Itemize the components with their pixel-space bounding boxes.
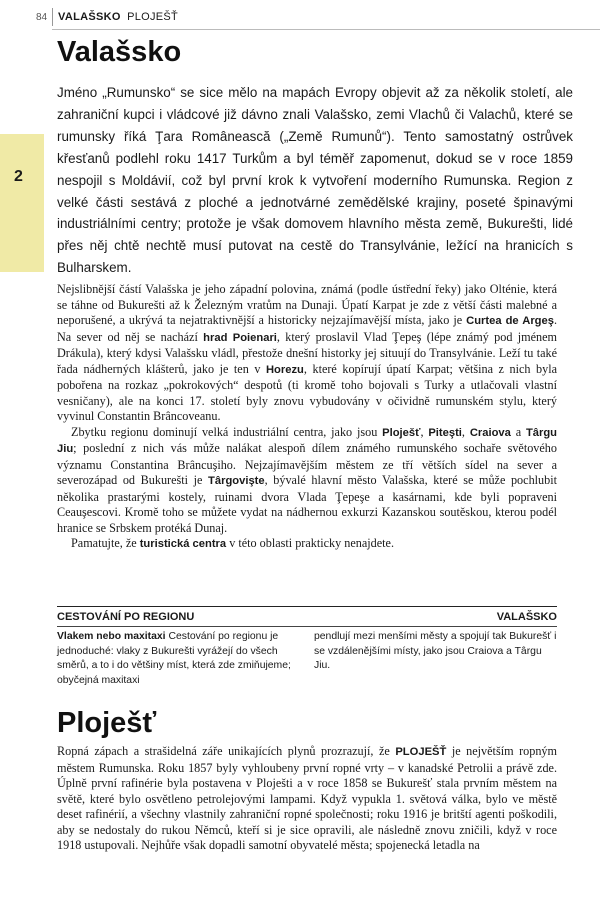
highlight-targu-jiu: Târgu Jiu	[57, 426, 558, 455]
travel-box-region: VALAŠSKO	[496, 611, 557, 623]
travel-box-column-1: Vlakem nebo maxitaxi Cestování po regionu je jednoduché: vlaky z Bukurešti vyrážejí do všech směrů, a to i do většiny míst, která zde zmiňujeme; obyčejná maxitaxi	[57, 631, 291, 686]
body-text-plojest	[57, 744, 557, 854]
chapter-number: 2	[14, 168, 23, 185]
travel-box-columns	[57, 627, 557, 688]
running-head-region: VALAŠSKO	[58, 11, 121, 23]
highlight-plojest: Ploješť	[382, 426, 421, 439]
chapter-tab	[0, 134, 44, 272]
travel-box-column-2: pendlují mezi menšími městy a spojují tak Bukurešť i se vzdálenějšími místy, jako jsou Craiova a Târgu Jiu.	[314, 631, 557, 672]
header-divider	[52, 8, 53, 26]
page-number: 84	[36, 12, 48, 23]
running-head	[58, 11, 178, 23]
highlight-horezu: Horezu	[265, 363, 304, 376]
running-head-town: PLOJEŠŤ	[127, 11, 179, 23]
paragraph: Pamatujte, že turistická centra v této oblasti prakticky nenajdete.	[71, 536, 395, 550]
section-title-valassko: Valašsko	[57, 36, 182, 68]
travel-box	[57, 606, 557, 688]
highlight-pitesti: Piteşti	[428, 426, 462, 439]
highlight-targoviste: Târgovişte	[208, 475, 265, 487]
travel-box-lead: Vlakem nebo maxitaxi	[57, 631, 166, 642]
highlight-curtea-de-arges: Curtea de Argeş	[466, 315, 554, 327]
header-rule	[52, 29, 600, 30]
highlight-hrad-poienari: hrad Poienari	[203, 331, 277, 344]
paragraph: Zbytku regionu dominují velká industriální centra, jako jsou Ploješť, Piteşti, Craiova a Târgu Jiu; poslední z nich vás může nalákat alespoň dílem známého rumunského sochaře světového významu Constantina Brâncuşiho. Nejzajímavějším městem ze tří větších sídel na sever a severozápad od Bukurešti je Târgovişte, bývalé hlavní město Valašska, které se může pochlubit několika prastarými kostely, ruinami dvora Vlada Ţepeşe a kasárnami, kde byli popraveni Ceauşescovi. Kromě toho se můžete vydat na nádhernou exkurzi Kazanskou soutěskou, kterou podél hranice se Srbskem protéká Dunaj.	[57, 424, 558, 535]
highlight-plojest-caps: PLOJEŠŤ	[395, 746, 447, 758]
paragraph: Nejslibnější částí Valašska je jeho západní polovina, známá (podle ústřední řeky) jako Olténie, která se táhne od Bukurešti až k Železným vratům na Dunaji. Úpatí Karpat je zde z větší části malebné a neporušené, a ukrývá ta nejatraktivnější a historicky nejzajímavější místa, jako je Curtea de Argeş. Na sever od něj se nachází hrad Poienari, který proslavil Vlad Ţepeş (lépe známý pod jménem Drákula), který kdysi Valašsku vládl, přestože dnešní historky jej situují do Transylvánie. Leží tu také řada nádherných klášterů, jako je ten v Horezu, které kopírují úpatí Karpat; většina z nich byla pobořena na rozkaz „pokrokových“ despotů (ti kromě toho bojovali s Turky a utlačovali vlastní vesničany), ale na konci 17. století byly znovu vybudovány v očividně rumunském stylu, který vyvinul Constantin Brâncoveanu.	[57, 282, 557, 423]
intro-paragraph: Jméno „Rumunsko“ se sice mělo na mapách Evropy objevit až za několik století, ale zahraniční kupci i vládcové již dávno znali Valašsko, zemi Vlachů či Valachů, které se rumunsky říká Ţara Românească („Země Rumunů“). Tento samostatný ostrůvek křesťanů podlehl roku 1417 Turkům a byl téměř zapomenut, dokud se v roce 1859 nespojil s Moldávií, což byl první krok k vytvoření moderního Rumunska. Region z velké části sestává z ploché a jednotvárné zemědělské krajiny, poseté špinavými industriálními centry; protože je však domovem hlavního města země, Bukurešti, lidé přes něj chtě nechtě musí putovat na cestě do Transylvánie, ležící na hranicích s Bulharskem.	[57, 85, 573, 276]
highlight-craiova: Craiova	[469, 426, 511, 439]
section-title-plojest: Ploješť	[57, 707, 157, 739]
travel-box-title: CESTOVÁNÍ PO REGIONU	[57, 611, 195, 623]
paragraph: Ropná zápach a strašidelná záře unikajících plynů prozrazují, že PLOJEŠŤ je největším ropným městem Rumunska. Roku 1857 byly vyhloubeny první ropné vrty – v kanadské Petrolii a právě zde. Úplně první rafinérie byla postavena v Ploješti a v roce 1858 se Bukurešť stala prvním městem na světě, které bylo osvětleno petrolejovými lampami. Když vypukla 1. světová válka, bylo ve městě deset rafinérií, a všechny vlastnily zahraniční ropné společnosti; roku 1916 je britští agenti poškodili, aby se nedostaly do rukou Němců, kteří si je sice opravili, ale následně znovu zničili, když v roce 1918 ustupovali. Nejhůře však dopadli samotní obyvatelé města; spojenecká letadla na	[57, 744, 557, 852]
highlight-turisticka-centra: turistická centra	[139, 538, 227, 550]
body-text-valassko	[57, 282, 557, 553]
travel-box-header	[57, 607, 557, 627]
